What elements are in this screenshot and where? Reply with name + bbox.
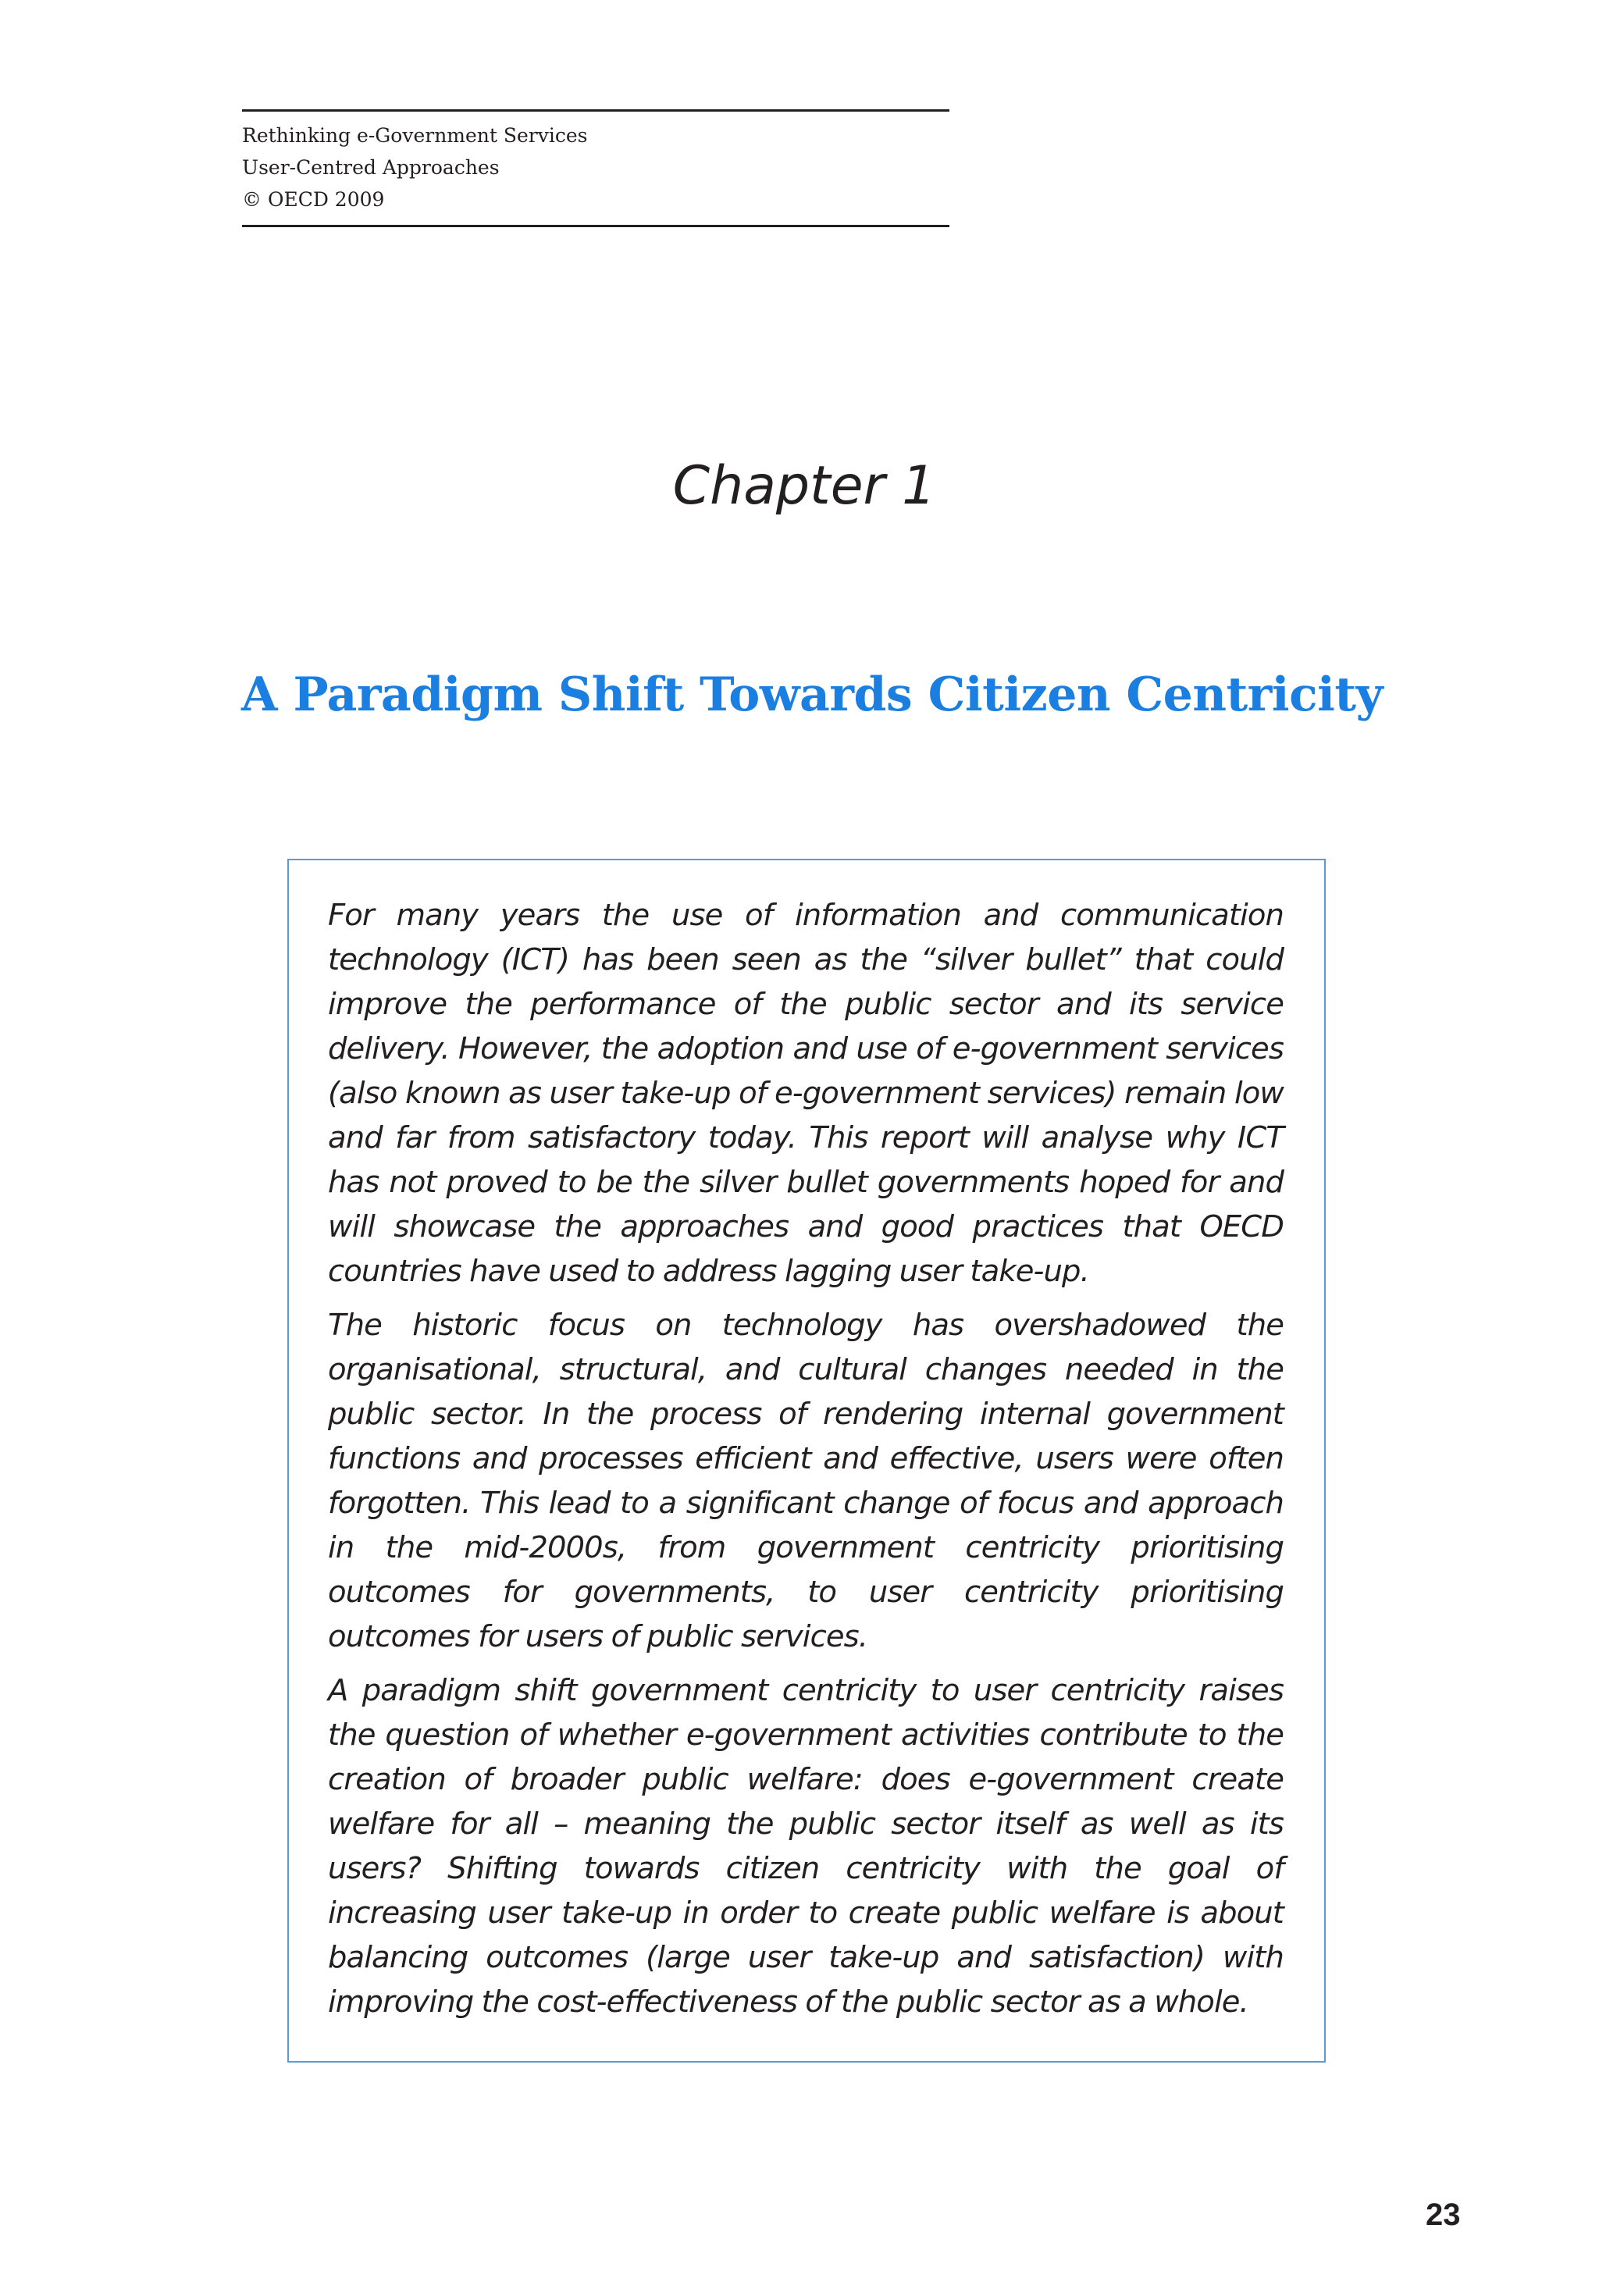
chapter-title: A Paradigm Shift Towards Citizen Centricity — [241, 667, 1383, 722]
page-number: 23 — [1426, 2198, 1461, 2232]
publication-title: Rethinking e-Government Services — [242, 124, 588, 147]
publication-subtitle: User-Centred Approaches — [242, 156, 500, 179]
abstract-paragraph-3: A paradigm shift government centricity to user centricity raises the question of whether e-government activities contribute to the creation of broader public welfare: does e-government create welfare for all – meaning the public sector itself as well as its users? Shifting towards citizen centricity with the goal of increasing user take-up in order to create public welfare is about balancing outcomes (large user take-up and satisfaction) with improving the cost-effectiveness of the public sector as a whole. — [328, 1673, 1284, 2020]
running-header — [242, 109, 949, 227]
chapter-label: Chapter 1 — [672, 455, 936, 517]
chapter-abstract-box — [287, 859, 1326, 2063]
abstract-paragraph-2: The historic focus on technology has overshadowed the organisational, structural, and cultural changes needed in the public sector. In the process of rendering internal government functions and processes efficient and effective, users were often forgotten. This lead to a significant change of focus and approach in the mid-2000s, from government centricity prioritising outcomes for governments, to user centricity prioritising outcomes for users of public services. — [328, 1308, 1284, 1654]
abstract-paragraph-1: For many years the use of information and communication technology (ICT) has been seen as the “silver bullet” that could improve the performance of the public sector and its service delivery. However, the adoption and use of e-government services (also known as user take-up of e-government services) remain low and far from satisfactory today. This report will analyse why ICT has not proved to be the silver bullet governments hoped for and will showcase the approaches and good practices that OECD countries have used to address lagging user take-up. — [328, 898, 1284, 1289]
copyright-notice: © OECD 2009 — [242, 188, 385, 211]
